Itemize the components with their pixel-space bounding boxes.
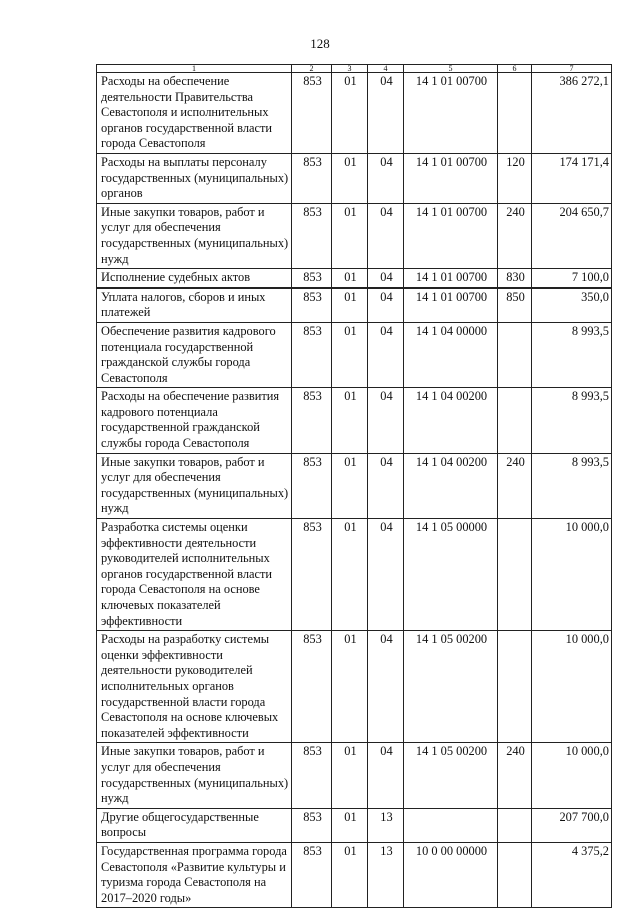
- row-section-cell: 01: [332, 322, 368, 387]
- row-amount-cell: 8 993,5: [532, 388, 612, 453]
- budget-table: [96, 64, 612, 908]
- row-subsection-cell: 04: [368, 743, 404, 808]
- table-row: [97, 203, 612, 268]
- row-expense-type-cell: [498, 808, 532, 842]
- row-subsection-cell: 04: [368, 288, 404, 323]
- row-name-cell: Исполнение судебных актов: [97, 269, 292, 288]
- row-expense-type-cell: 240: [498, 743, 532, 808]
- row-grbs-cell: 853: [292, 453, 332, 518]
- row-grbs-cell: 853: [292, 388, 332, 453]
- row-target-article-cell: 14 1 01 00700: [404, 73, 498, 154]
- row-target-article-cell: 14 1 01 00700: [404, 203, 498, 268]
- table-row: [97, 842, 612, 907]
- row-target-article-cell: 14 1 04 00000: [404, 322, 498, 387]
- row-subsection-cell: 13: [368, 842, 404, 907]
- row-grbs-cell: 853: [292, 842, 332, 907]
- row-section-cell: 01: [332, 519, 368, 631]
- page-number: 128: [310, 36, 330, 51]
- row-expense-type-cell: [498, 842, 532, 907]
- row-amount-cell: 8 993,5: [532, 322, 612, 387]
- row-name-cell: Уплата налогов, сборов и иных платежей: [97, 288, 292, 323]
- row-target-article-cell: 14 1 01 00700: [404, 288, 498, 323]
- row-grbs-cell: 853: [292, 73, 332, 154]
- row-target-article-cell: 14 1 01 00700: [404, 153, 498, 203]
- row-expense-type-cell: [498, 73, 532, 154]
- row-amount-cell: 7 100,0: [532, 269, 612, 288]
- row-name-cell: Обеспечение развития кадрового потенциала государственной гражданской службы города Севастополя: [97, 322, 292, 387]
- row-name-cell: Расходы на обеспечение развития кадрового потенциала государственной гражданской службы города Севастополя: [97, 388, 292, 453]
- table-row: [97, 288, 612, 323]
- row-expense-type-cell: 120: [498, 153, 532, 203]
- row-expense-type-cell: [498, 322, 532, 387]
- row-target-article-cell: 14 1 05 00000: [404, 519, 498, 631]
- row-subsection-cell: 04: [368, 203, 404, 268]
- row-section-cell: 01: [332, 743, 368, 808]
- column-number: 4: [368, 65, 404, 73]
- row-target-article-cell: 14 1 04 00200: [404, 388, 498, 453]
- row-name-cell: Иные закупки товаров, работ и услуг для обеспечения государственных (муниципальных) нужд: [97, 743, 292, 808]
- column-number: 6: [498, 65, 532, 73]
- row-grbs-cell: 853: [292, 808, 332, 842]
- table-row: [97, 743, 612, 808]
- row-target-article-cell: 14 1 04 00200: [404, 453, 498, 518]
- row-subsection-cell: 13: [368, 808, 404, 842]
- table-row: [97, 269, 612, 288]
- row-section-cell: 01: [332, 269, 368, 288]
- row-target-article-cell: 14 1 05 00200: [404, 631, 498, 743]
- row-amount-cell: 10 000,0: [532, 743, 612, 808]
- table-row: [97, 519, 612, 631]
- table-row: [97, 808, 612, 842]
- row-subsection-cell: 04: [368, 322, 404, 387]
- row-section-cell: 01: [332, 453, 368, 518]
- row-expense-type-cell: 830: [498, 269, 532, 288]
- column-number: 1: [97, 65, 292, 73]
- row-grbs-cell: 853: [292, 631, 332, 743]
- row-name-cell: Расходы на обеспечение деятельности Правительства Севастополя и исполнительных органов государственной власти города Севастополя: [97, 73, 292, 154]
- row-name-cell: Иные закупки товаров, работ и услуг для обеспечения государственных (муниципальных) нужд: [97, 203, 292, 268]
- row-subsection-cell: 04: [368, 269, 404, 288]
- row-expense-type-cell: 850: [498, 288, 532, 323]
- row-amount-cell: 204 650,7: [532, 203, 612, 268]
- row-amount-cell: 174 171,4: [532, 153, 612, 203]
- row-name-cell: Расходы на разработку системы оценки эффективности деятельности руководителей исполнительных органов государственной власти города Севастополя на основе ключевых показателей эффективности: [97, 631, 292, 743]
- row-subsection-cell: 04: [368, 631, 404, 743]
- row-section-cell: 01: [332, 73, 368, 154]
- row-section-cell: 01: [332, 388, 368, 453]
- column-number: 5: [404, 65, 498, 73]
- column-number: 2: [292, 65, 332, 73]
- row-target-article-cell: 14 1 05 00200: [404, 743, 498, 808]
- row-subsection-cell: 04: [368, 453, 404, 518]
- row-section-cell: 01: [332, 203, 368, 268]
- row-expense-type-cell: 240: [498, 453, 532, 518]
- table-row: [97, 631, 612, 743]
- row-amount-cell: 8 993,5: [532, 453, 612, 518]
- row-grbs-cell: 853: [292, 322, 332, 387]
- row-amount-cell: 207 700,0: [532, 808, 612, 842]
- column-number-row: [97, 65, 612, 73]
- row-amount-cell: 4 375,2: [532, 842, 612, 907]
- row-section-cell: 01: [332, 288, 368, 323]
- row-grbs-cell: 853: [292, 269, 332, 288]
- table-row: [97, 73, 612, 154]
- row-expense-type-cell: [498, 631, 532, 743]
- row-section-cell: 01: [332, 153, 368, 203]
- column-number: 3: [332, 65, 368, 73]
- row-amount-cell: 350,0: [532, 288, 612, 323]
- row-grbs-cell: 853: [292, 153, 332, 203]
- row-section-cell: 01: [332, 842, 368, 907]
- row-grbs-cell: 853: [292, 519, 332, 631]
- row-target-article-cell: 14 1 01 00700: [404, 269, 498, 288]
- row-section-cell: 01: [332, 631, 368, 743]
- row-amount-cell: 10 000,0: [532, 519, 612, 631]
- table-row: [97, 153, 612, 203]
- table-row: [97, 388, 612, 453]
- row-grbs-cell: 853: [292, 743, 332, 808]
- row-amount-cell: 10 000,0: [532, 631, 612, 743]
- row-name-cell: Другие общегосударственные вопросы: [97, 808, 292, 842]
- row-target-article-cell: [404, 808, 498, 842]
- row-subsection-cell: 04: [368, 73, 404, 154]
- table-row: [97, 453, 612, 518]
- row-expense-type-cell: [498, 519, 532, 631]
- row-amount-cell: 386 272,1: [532, 73, 612, 154]
- row-name-cell: Государственная программа города Севастополя «Развитие культуры и туризма города Севастополя на 2017–2020 годы»: [97, 842, 292, 907]
- column-number: 7: [532, 65, 612, 73]
- row-subsection-cell: 04: [368, 388, 404, 453]
- row-name-cell: Иные закупки товаров, работ и услуг для обеспечения государственных (муниципальных) нужд: [97, 453, 292, 518]
- row-expense-type-cell: [498, 388, 532, 453]
- row-subsection-cell: 04: [368, 519, 404, 631]
- row-grbs-cell: 853: [292, 203, 332, 268]
- table-row: [97, 322, 612, 387]
- row-target-article-cell: 10 0 00 00000: [404, 842, 498, 907]
- row-expense-type-cell: 240: [498, 203, 532, 268]
- row-subsection-cell: 04: [368, 153, 404, 203]
- row-section-cell: 01: [332, 808, 368, 842]
- row-grbs-cell: 853: [292, 288, 332, 323]
- row-name-cell: Разработка системы оценки эффективности деятельности руководителей исполнительных органов государственной власти города Севастополя на основе ключевых показателей эффективности: [97, 519, 292, 631]
- row-name-cell: Расходы на выплаты персоналу государственных (муниципальных) органов: [97, 153, 292, 203]
